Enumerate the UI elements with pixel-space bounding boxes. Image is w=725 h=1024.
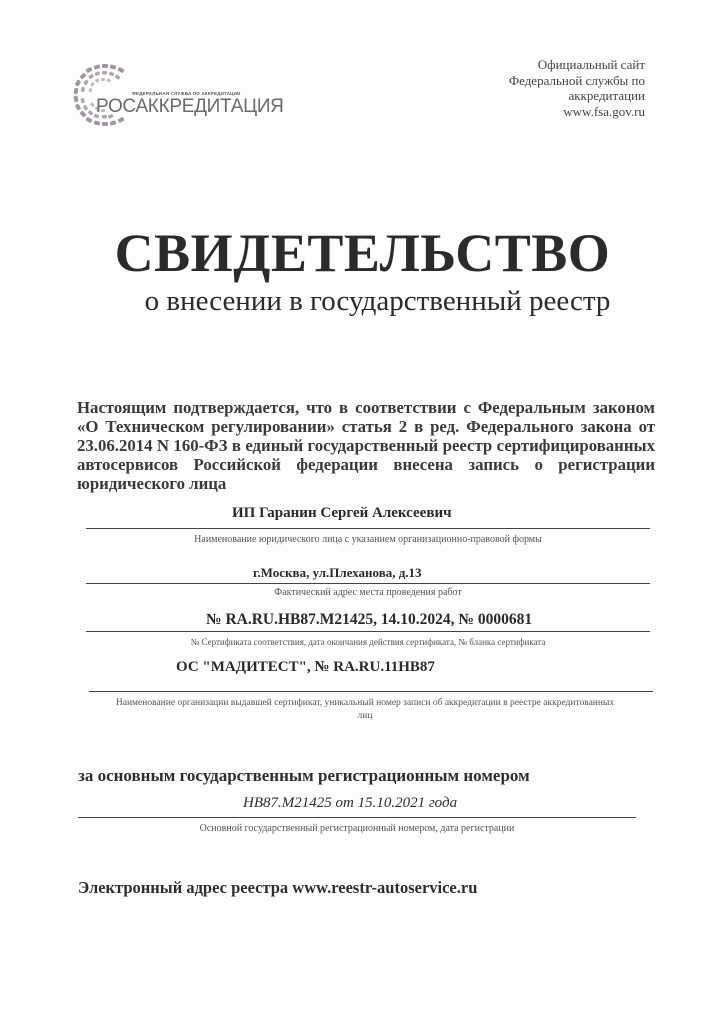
official-site-url: www.fsa.gov.ru <box>563 103 645 119</box>
official-site-line: Официальный сайт <box>537 57 645 72</box>
document-title: СВИДЕТЕЛЬСТВО <box>114 223 611 283</box>
rosakkreditatsiya-logo <box>72 62 284 132</box>
legal-entity-caption: Наименование юридического лица с указанием организационно-правовой формы <box>194 534 542 545</box>
certificate-number: № RA.RU.HB87.M21425, 14.10.2024, № 0000681 <box>206 611 533 628</box>
registry-address: Электронный адрес реестра www.reestr-autoservice.ru <box>78 878 478 897</box>
work-address: г.Москва, ул.Плеханова, д.13 <box>253 565 422 580</box>
official-site-block <box>509 57 645 119</box>
registration-label: за основным государственным регистрационным номером <box>78 766 530 785</box>
registration-number: HB87.M21425 от 15.10.2021 года <box>243 795 458 811</box>
divider-line <box>78 817 636 818</box>
work-address-caption: Фактический адрес места проведения работ <box>274 587 462 598</box>
divider-line <box>86 631 650 632</box>
intro-paragraph <box>77 398 655 493</box>
intro-text: Настоящим подтверждается, что в соответствии с Федеральным законом «О Техническом регулировании» статья 2 в ред. Федерального закона от 23.06.2014 N 160-ФЗ в единый государственный реестр сертифицированных автосервисов Российской федерации внесена запись о регистрации юридического лица <box>77 398 655 493</box>
divider-line <box>89 691 653 692</box>
logo-name: РОСАККРЕДИТАЦИЯ <box>96 96 284 117</box>
document-subtitle: о внесении в государственный реестр <box>144 285 611 317</box>
divider-line <box>86 583 650 584</box>
official-site-line: аккредитации <box>568 88 645 103</box>
official-site-line: Федеральной службы по <box>508 72 645 88</box>
legal-entity-name: ИП Гаранин Сергей Алексеевич <box>232 505 452 521</box>
rosakkreditatsiya-emblem-icon <box>72 62 138 128</box>
issuing-organization-caption: Наименование организации выдавшей сертификат, уникальный номер записи об аккредитации в реестре аккредитованных <box>115 698 615 708</box>
divider-line <box>86 528 650 529</box>
registration-caption: Основной государственный регистрационный номером, дата регистрации <box>199 823 515 834</box>
certificate-caption: № Сертификата соответствия, дата окончания действия сертификата, № бланка сертификата <box>190 637 546 647</box>
logo-subtitle: ФЕДЕРАЛЬНАЯ СЛУЖБА ПО АККРЕДИТАЦИИ <box>132 91 241 96</box>
issuing-organization-caption-continued: лиц <box>357 711 373 721</box>
issuing-organization: ОС "МАДИТЕСТ", № RA.RU.11HB87 <box>176 659 435 675</box>
